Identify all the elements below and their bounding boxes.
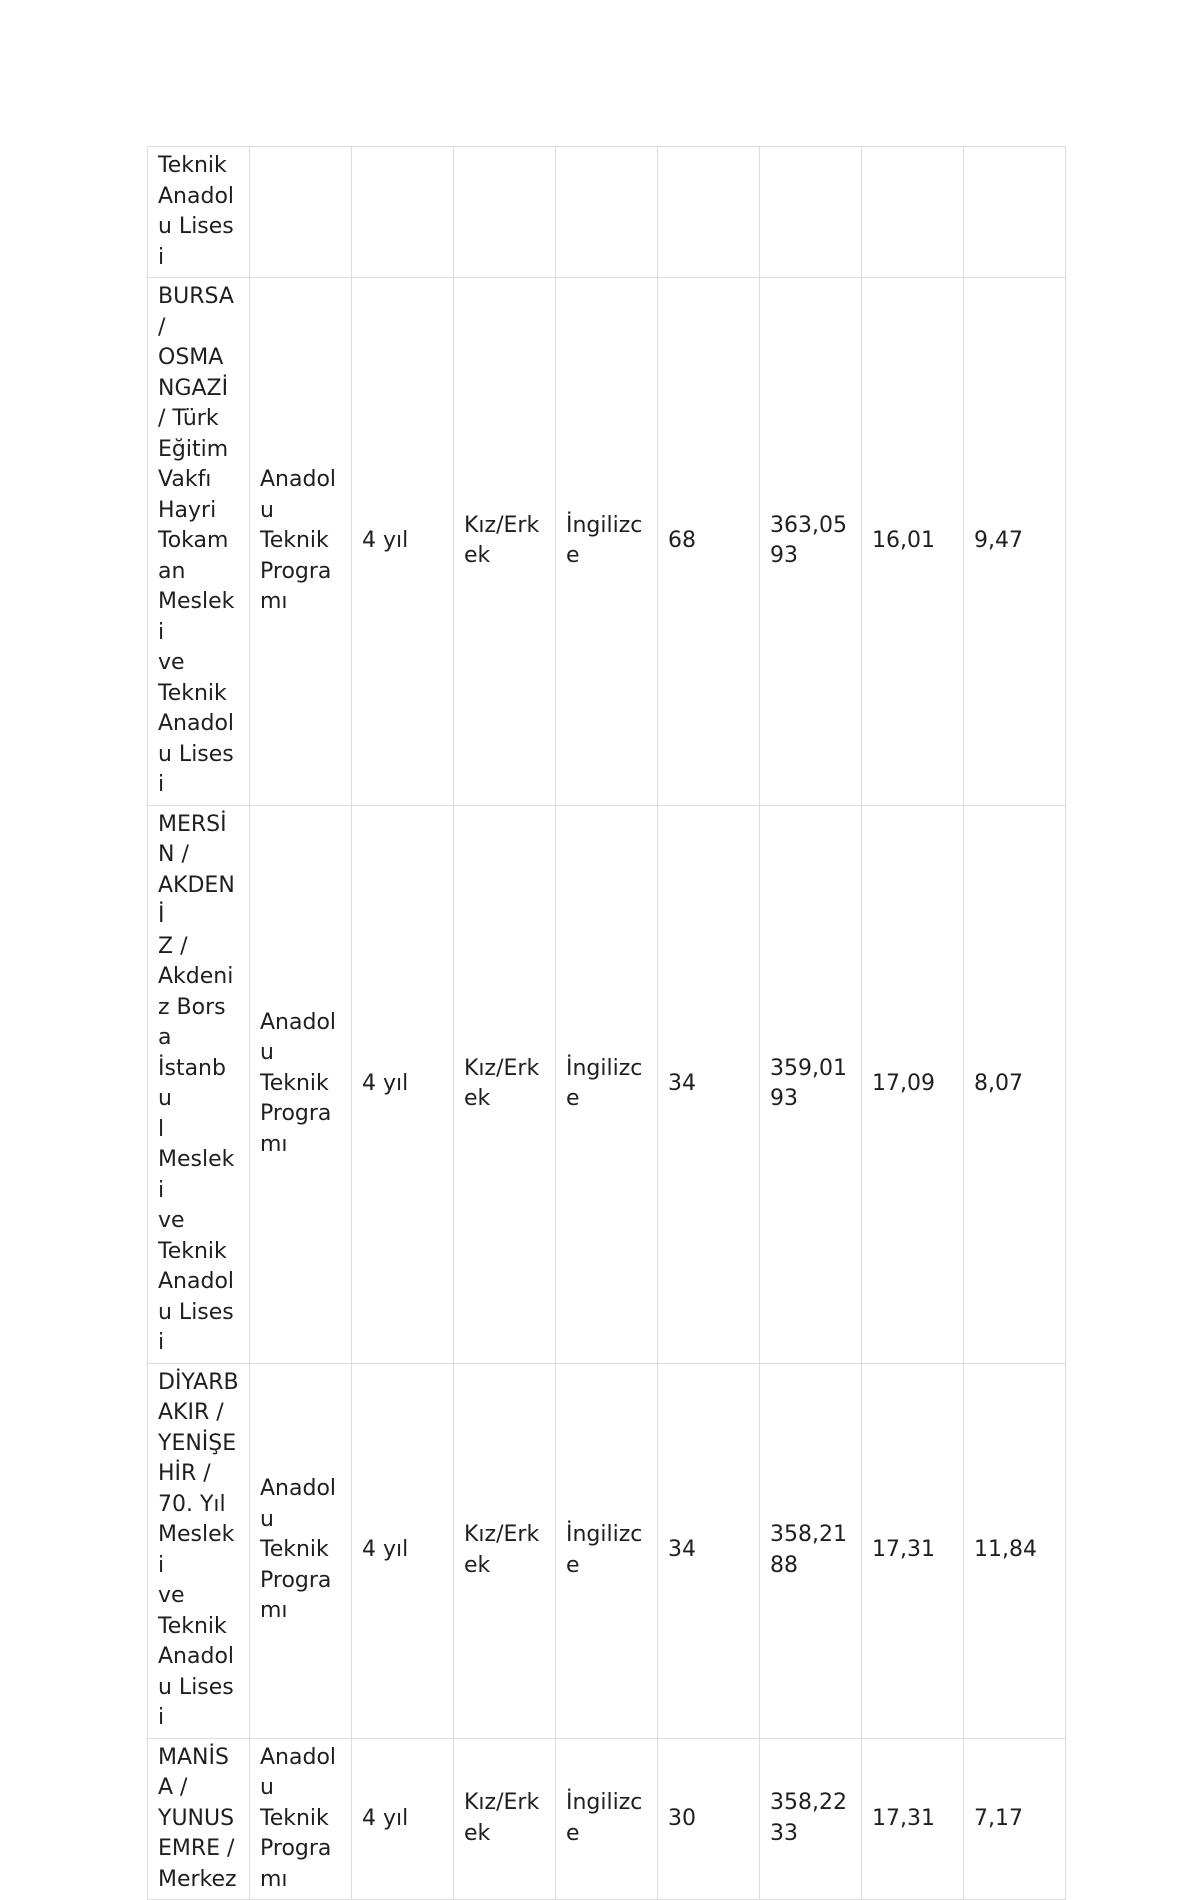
school-cell: MERSİ N / AKDENİ Z / Akdeni z Borsa İstanbu l Mesleki ve Teknik Anadol u Lisesi: [148, 805, 250, 1363]
quota-cell: 30: [658, 1738, 760, 1900]
percentile-cell: 17,31: [862, 1738, 964, 1900]
program-cell: Anadol u Teknik Progra mı: [250, 1363, 352, 1738]
gender-cell: [454, 147, 556, 278]
duration-cell: 4 yıl: [352, 805, 454, 1363]
table-row: [148, 805, 1066, 1363]
percentile-alt-cell: 7,17: [964, 1738, 1066, 1900]
school-cell: MANİS A / YUNUS EMRE / Merkez: [148, 1738, 250, 1900]
language-cell: İngilizc e: [556, 1738, 658, 1900]
program-cell: Anadol u Teknik Progra mı: [250, 278, 352, 806]
percentile-alt-cell: 9,47: [964, 278, 1066, 806]
gender-cell: Kız/Erk ek: [454, 278, 556, 806]
percentile-alt-cell: 8,07: [964, 805, 1066, 1363]
percentile-cell: 16,01: [862, 278, 964, 806]
school-cell: Teknik Anadol u Lisesi: [148, 147, 250, 278]
score-cell: 363,05 93: [760, 278, 862, 806]
percentile-alt-cell: [964, 147, 1066, 278]
gender-cell: Kız/Erk ek: [454, 1738, 556, 1900]
duration-cell: 4 yıl: [352, 1738, 454, 1900]
score-cell: 358,21 88: [760, 1363, 862, 1738]
duration-cell: [352, 147, 454, 278]
school-cell: DİYARB AKIR / YENİŞE HİR / 70. Yıl Mesleki ve Teknik Anadol u Lisesi: [148, 1363, 250, 1738]
score-cell: 358,22 33: [760, 1738, 862, 1900]
language-cell: İngilizc e: [556, 805, 658, 1363]
table-row: [148, 278, 1066, 806]
program-cell: Anadol u Teknik Progra mı: [250, 1738, 352, 1900]
table-row: [148, 1363, 1066, 1738]
school-cell: BURSA / OSMA NGAZİ / Türk Eğitim Vakfı Hayri Tokam an Mesleki ve Teknik Anadol u Lisesi: [148, 278, 250, 806]
language-cell: [556, 147, 658, 278]
percentile-cell: 17,31: [862, 1363, 964, 1738]
percentile-alt-cell: 11,84: [964, 1363, 1066, 1738]
gender-cell: Kız/Erk ek: [454, 1363, 556, 1738]
quota-cell: 68: [658, 278, 760, 806]
percentile-cell: [862, 147, 964, 278]
table-row: [148, 147, 1066, 278]
program-cell: [250, 147, 352, 278]
language-cell: İngilizc e: [556, 1363, 658, 1738]
program-cell: Anadol u Teknik Progra mı: [250, 805, 352, 1363]
gender-cell: Kız/Erk ek: [454, 805, 556, 1363]
quota-cell: 34: [658, 805, 760, 1363]
quota-cell: 34: [658, 1363, 760, 1738]
quota-cell: [658, 147, 760, 278]
school-table: [147, 146, 1066, 1900]
score-cell: 359,01 93: [760, 805, 862, 1363]
percentile-cell: 17,09: [862, 805, 964, 1363]
duration-cell: 4 yıl: [352, 278, 454, 806]
language-cell: İngilizc e: [556, 278, 658, 806]
table-row: [148, 1738, 1066, 1900]
score-cell: [760, 147, 862, 278]
duration-cell: 4 yıl: [352, 1363, 454, 1738]
